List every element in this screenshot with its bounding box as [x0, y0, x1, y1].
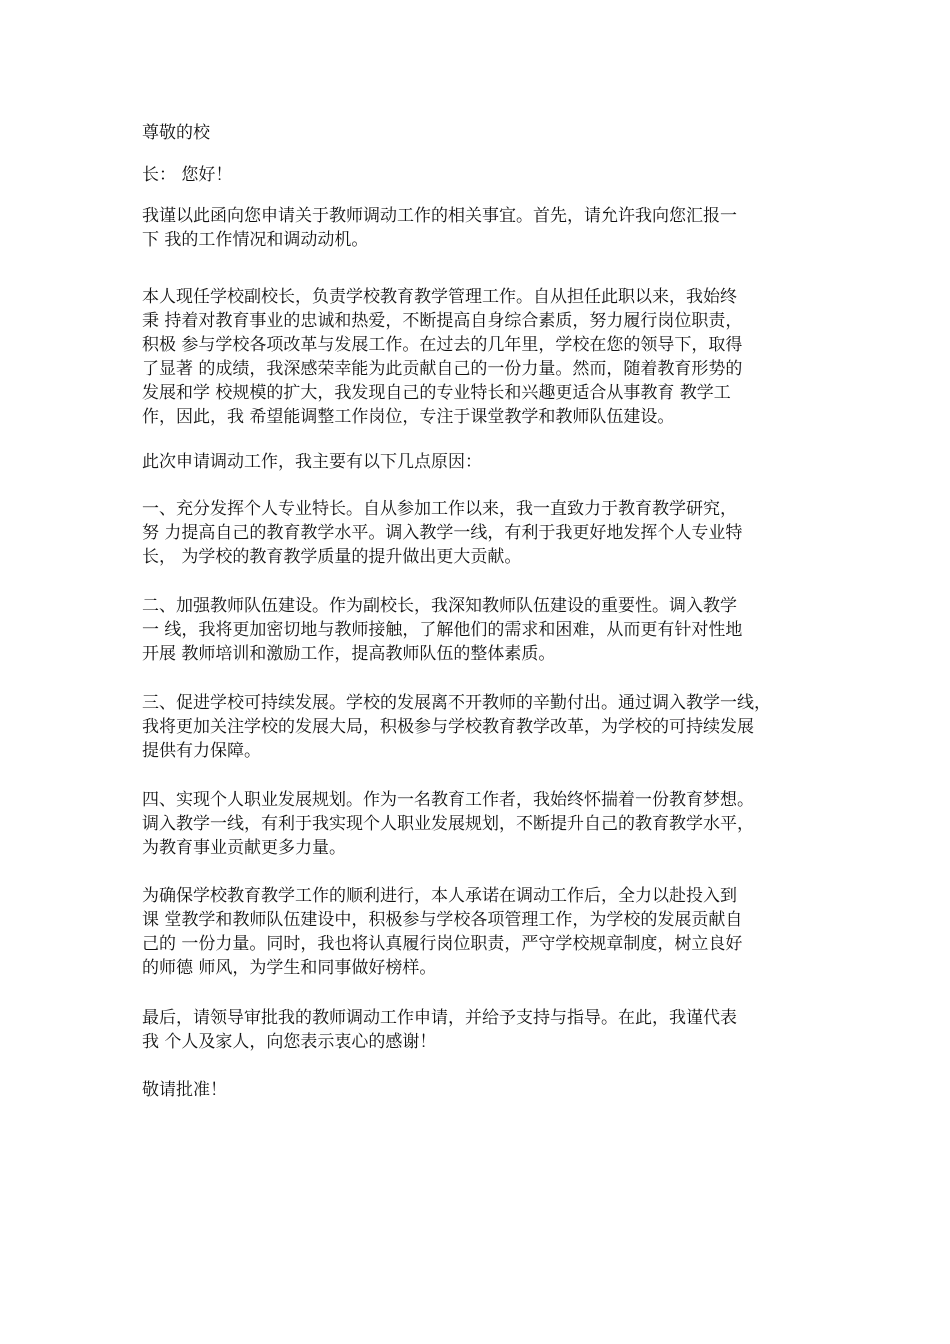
text-line: 长： 您好！	[142, 165, 233, 185]
text-line: 发展和学 校规模的扩大，我发现自己的专业特长和兴趣更适合从事教育 教学工	[142, 383, 731, 403]
text-line: 作，因此，我 希望能调整工作岗位，专注于课堂教学和教师队伍建设。	[142, 407, 675, 427]
closing-line	[142, 1078, 832, 1102]
text-line: 长， 为学校的教育教学质量的提升做出更大贡献。	[142, 547, 522, 567]
paragraph-9	[142, 1006, 832, 1054]
text-line: 最后，请领导审批我的教师调动工作申请，并给予支持与指导。在此，我谨代表	[142, 1008, 737, 1028]
salutation-line-2	[142, 163, 832, 187]
text-line: 课 堂教学和教师队伍建设中，积极参与学校各项管理工作，为学校的发展贡献自	[142, 910, 743, 930]
paragraph-5	[142, 594, 832, 666]
text-line: 下 我的工作情况和调动动机。	[142, 230, 369, 250]
text-line: 我将更加关注学校的发展大局，积极参与学校教育教学改革，为学校的可持续发展	[142, 717, 754, 737]
text-line: 此次申请调动工作，我主要有以下几点原因：	[142, 452, 482, 472]
text-line: 调入教学一线，有利于我实现个人职业发展规划，不断提升自己的教育教学水平，	[142, 814, 754, 834]
text-line: 三、促进学校可持续发展。学校的发展离不开教师的辛勤付出。通过调入教学一线，	[142, 693, 771, 713]
paragraph-8	[142, 884, 832, 980]
text-line: 本人现任学校副校长，负责学校教育教学管理工作。自从担任此职以来，我始终	[142, 287, 737, 307]
text-line: 己的 一份力量。同时，我也将认真履行岗位职责，严守学校规章制度，树立良好	[142, 934, 743, 954]
text-line: 了显著 的成绩，我深感荣幸能为此贡献自己的一份力量。然而，随着教育形势的	[142, 359, 743, 379]
text-line: 开展 教师培训和激励工作，提高教师队伍的整体素质。	[142, 644, 556, 664]
text-line: 提供有力保障。	[142, 741, 261, 761]
text-line: 的师德 师风，为学生和同事做好榜样。	[142, 958, 437, 978]
paragraph-7	[142, 788, 832, 860]
paragraph-3	[142, 450, 832, 474]
text-line: 二、加强教师队伍建设。作为副校长，我深知教师队伍建设的重要性。调入教学	[142, 596, 737, 616]
salutation-line-1	[142, 121, 832, 145]
text-line: 我谨以此函向您申请关于教师调动工作的相关事宜。首先，请允许我向您汇报一	[142, 206, 737, 226]
paragraph-2	[142, 285, 832, 429]
paragraph-1	[142, 204, 832, 252]
text-line: 积极 参与学校各项改革与发展工作。在过去的几年里，学校在您的领导下，取得	[142, 335, 743, 355]
text-line: 敬请批准！	[142, 1080, 227, 1100]
paragraph-6	[142, 691, 832, 763]
text-line: 为确保学校教育教学工作的顺利进行，本人承诺在调动工作后，全力以赴投入到	[142, 886, 737, 906]
text-line: 尊敬的校	[142, 123, 210, 143]
text-line: 一、充分发挥个人专业特长。自从参加工作以来，我一直致力于教育教学研究，	[142, 499, 737, 519]
text-line: 秉 持着对教育事业的忠诚和热爱，不断提高自身综合素质，努力履行岗位职责，	[142, 311, 743, 331]
text-line: 我 个人及家人，向您表示衷心的感谢！	[142, 1032, 437, 1052]
text-line: 一 线，我将更加密切地与教师接触，了解他们的需求和困难，从而更有针对性地	[142, 620, 743, 640]
text-line: 为教育事业贡献更多力量。	[142, 838, 346, 858]
text-line: 努 力提高自己的教育教学水平。调入教学一线，有利于我更好地发挥个人专业特	[142, 523, 743, 543]
paragraph-4	[142, 497, 832, 569]
text-line: 四、实现个人职业发展规划。作为一名教育工作者，我始终怀揣着一份教育梦想。	[142, 790, 754, 810]
